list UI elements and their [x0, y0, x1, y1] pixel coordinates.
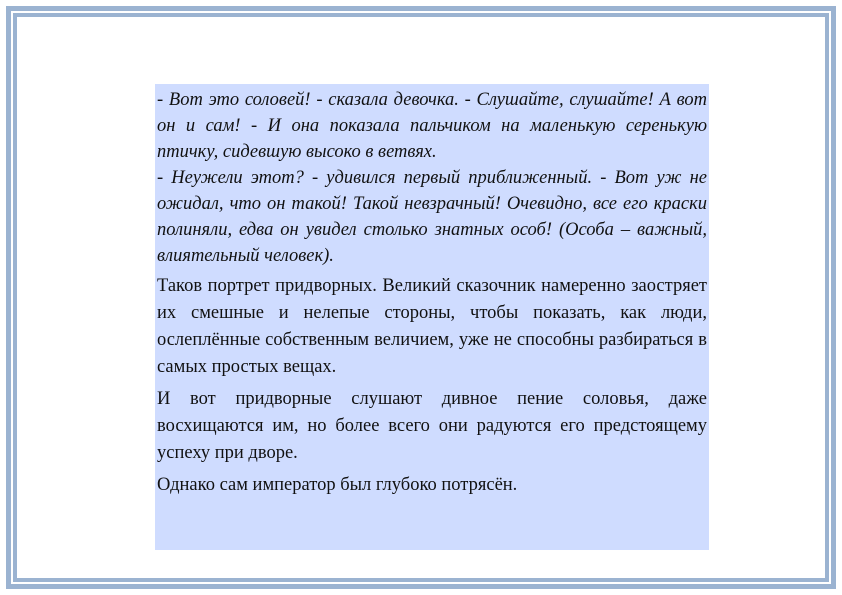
quote-paragraph-1: - Вот это соловей! - сказала девочка. - Слушайте, слушайте! А вот он и сам! - И она показала пальчиком на маленькую серенькую птичку, сидевшую высоко в ветвях.: [157, 90, 707, 162]
body-paragraph-3: Однако сам император был глубоко потрясён.: [157, 475, 518, 495]
text-box: [155, 84, 709, 550]
body-paragraph-1: Таков портрет придворных. Великий сказочник намеренно заостряет их смешные и нелепые стороны, чтобы показать, как люди, ослеплённые собственным величием, уже не способны разбираться в самых простых вещах.: [157, 276, 707, 377]
quote-paragraph-2: - Неужели этот? - удивился первый приближенный. - Вот уж не ожидал, что он такой! Такой невзрачный! Очевидно, все его краски полиняли, едва он увидел столько знатных особ! (Особа – важный, влиятельный человек).: [157, 168, 707, 266]
body-paragraph-2: И вот придворные слушают дивное пение соловья, даже восхищаются им, но более всего они радуются его предстоящему успеху при дворе.: [157, 389, 707, 463]
